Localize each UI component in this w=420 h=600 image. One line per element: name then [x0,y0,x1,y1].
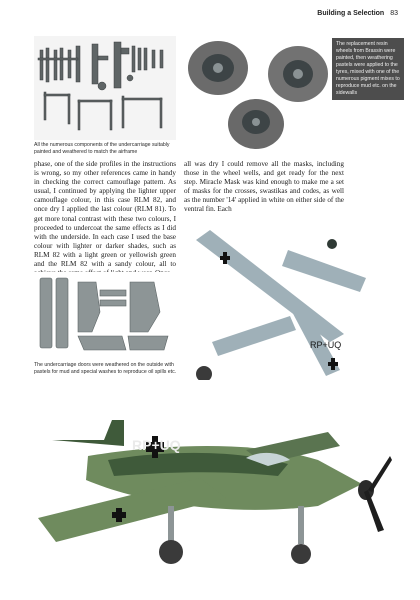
undercarriage-parts-photo [34,36,176,140]
wheel-2 [268,46,328,102]
page-number: 83 [390,10,398,17]
resin-wheels-caption: The replacement resin wheels from Brassin were painted, then weathering pastels were applied to the tyres, mixed with one of the numerous pigment mixes to reproduce mud etc. on the sidewalls [332,38,404,100]
wheel-1 [188,41,248,95]
wheel-3 [228,99,284,149]
section-title: Building a Selection [317,10,385,17]
body-text-left: phase, one of the side profiles in the instructions is wrong, so my other references came in handy in checking the correct camouflage pattern. As usual, I continued by applying the lighter upper camouflage colour, in this case RLM 82, and once dry I applied the last colour (RLM 81). To get more tonal contrast with these two colours, I proceeded to undercoat the same effects as I did with the underside. In each case I used the base colour with lighter or darker shades, such as RLM 82 with a light green or yellowish green and the RLM 82 with a sandy colour, all to [34,160,176,269]
aircraft-top-view-photo [190,222,372,396]
body-column-right [184,160,344,215]
undercarriage-doors-photo [34,272,176,358]
undercarriage-doors-caption: The undercarriage doors were weathered on the outside with pastels for mud and special washes to reproduce oil spills etc. [34,362,177,375]
undercarriage-parts-caption: All the numerous components of the undercarriage suitably painted and weathered to match the airframe [34,142,170,155]
top-model-code: RP+UQ [310,340,342,350]
running-head [317,10,398,17]
resin-wheels-photo [186,36,332,150]
body-column-left [34,160,176,278]
side-model-code: RP+UQ [132,437,181,453]
aircraft-side-view-photo [28,380,396,580]
body-text-right: all was dry I could remove all the masks, including those in the wheel wells, and get ready for the next step. Miracle Mask was kind enough to make me a set of masks for the crosses, swastikas and codes, as well as the number '14' applied in white on either side of the ventral fin. Each [184,160,344,214]
